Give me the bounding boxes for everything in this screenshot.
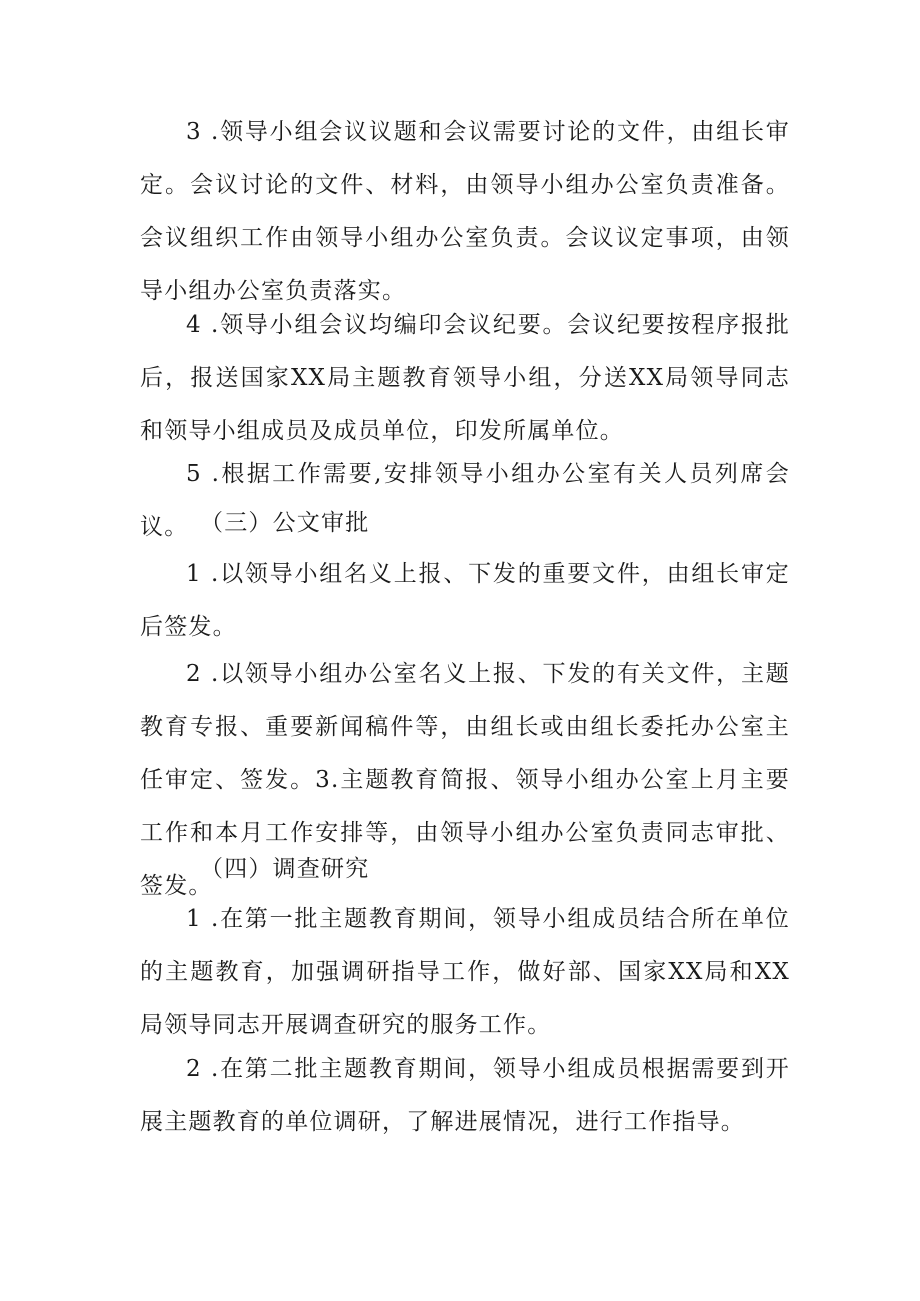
paragraph-office-documents: 2 .以领导小组办公室名义上报、下发的有关文件，主题教育专报、重要新闻稿件等，由组长或由组长委托办公室主任审定、签发。3.主题教育简报、领导小组办公室上月主要工作和本月工作安排等，由领导小组办公室负责同志审批、签发。 [140, 661, 790, 899]
paragraph-important-documents: 1 .以领导小组名义上报、下发的重要文件，由组长审定后签发。 [140, 561, 790, 640]
paragraph-first-batch-research: 1 .在第一批主题教育期间，领导小组成员结合所在单位的主题教育，加强调研指导工作，做好部、国家XX局和XX局领导同志开展调查研究的服务工作。 [140, 906, 790, 1038]
paragraph-meeting-minutes: 4 .领导小组会议均编印会议纪要。会议纪要按程序报批后，报送国家XX局主题教育领导小组，分送XX局领导同志和领导小组成员及成员单位，印发所属单位。 [140, 312, 790, 444]
paragraph-second-batch-research: 2 .在第二批主题教育期间，领导小组成员根据需要到开展主题教育的单位调研，了解进展情况，进行工作指导。 [140, 1056, 790, 1135]
paragraph-attend-meeting: 5 .根据工作需要,安排领导小组办公室有关人员列席会议。 [140, 461, 790, 540]
paragraph-meeting-agenda: 3 .领导小组会议议题和会议需要讨论的文件，由组长审定。会议讨论的文件、材料，由领导小组办公室负责准备。会议组织工作由领导小组办公室负责。会议议定事项，由领导小组办公室负责落实。 [140, 119, 790, 304]
section-heading-document-approval: （三）公文审批 [200, 510, 370, 536]
section-heading-research: （四）调查研究 [200, 856, 370, 882]
